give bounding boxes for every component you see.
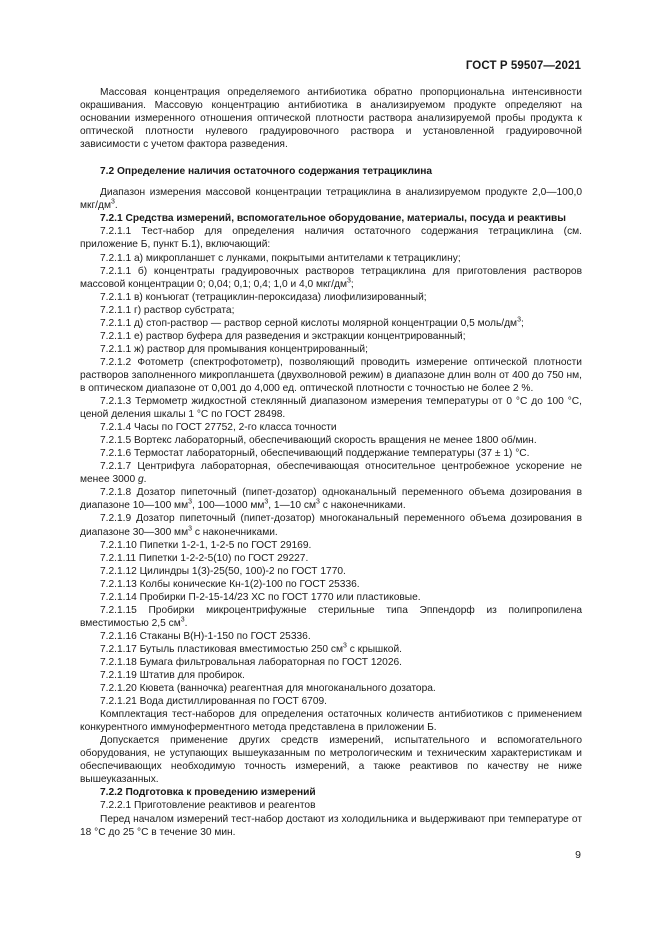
item-7-2-1-1-b: 7.2.1.1 б) концентраты градуировочных растворов тетрациклина для приготовления растворов массовой концентрации 0; 0,04; 0,1; 0,4; 1,0 и 4,0 мкг/$дм^3$; <box>80 265 582 290</box>
item-7-2-1-1-g: 7.2.1.1 г) раствор субстрата; <box>100 304 235 316</box>
document-body <box>80 86 582 839</box>
paragraph-preparation: Перед началом измерений тест-набор достают из холодильника и выдерживают при температуре от 18 °С до 25 °С в течение 30 мин. <box>80 813 582 838</box>
item-7-2-1-4: 7.2.1.4 Часы по ГОСТ 27752, 2-го класса точности <box>100 422 337 434</box>
item-7-2-2-1: 7.2.2.1 Приготовление реактивов и реагентов <box>100 800 316 812</box>
item-7-2-1-1-v: 7.2.1.1 в) конъюгат (тетрациклин-пероксидаза) лиофилизированный; <box>100 291 427 303</box>
item-7-2-1-9: 7.2.1.9 Дозатор пипеточный (пипет-дозатор) многоканальный переменного объема дозирования в диапазоне 30—300 $мм^3$ с наконечниками. <box>80 513 582 538</box>
item-7-2-1-1: 7.2.1.1 Тест-набор для определения наличия остаточного содержания тетрациклина (см. приложение Б, пункт Б.1), включающий: <box>80 226 582 251</box>
item-7-2-1-1-zh: 7.2.1.1 ж) раствор для промывания концентрированный; <box>100 343 368 355</box>
item-7-2-1-12: 7.2.1.12 Цилиндры 1(3)-25(50, 100)-2 по ГОСТ 1770. <box>100 565 346 577</box>
item-7-2-1-11: 7.2.1.11 Пипетки 1-2-2-5(10) по ГОСТ 29227. <box>100 552 309 564</box>
item-7-2-1-14: 7.2.1.14 Пробирки П-2-15-14/23 ХС по ГОСТ 1770 или пластиковые. <box>100 591 421 603</box>
item-7-2-1-20: 7.2.1.20 Кювета (ванночка) реагентная для многоканального дозатора. <box>100 683 436 695</box>
item-7-2-1-15: 7.2.1.15 Пробирки микроцентрифужные стерильные типа Эппендорф из полипропилена вместимостью 2,5 $см^3$. <box>80 604 582 629</box>
page-number: 9 <box>575 849 581 861</box>
item-7-2-1-6: 7.2.1.6 Термостат лабораторный, обеспечивающий поддержание температуры (37 ± 1) °С. <box>100 448 530 460</box>
item-7-2-1-1-a: 7.2.1.1 а) микропланшет с лунками, покрытыми антителами к тетрациклину; <box>100 252 461 264</box>
item-7-2-1-2: 7.2.1.2 Фотометр (спектрофотометр), позволяющий проводить измерение оптической плотности растворов заполненного микропланшета (двухволновой режим) в диапазоне длин волн от 400 до 750 нм, в оптическом диапазоне от 0,001 до 4,000 ед. оптической плотности с точностью не более 2 %. <box>80 356 582 394</box>
paragraph-alternatives: Допускается применение других средств измерений, испытательного и вспомогательного оборудования, не уступающих вышеуказанным по метрологическим и техническим характеристикам и обеспечивающих необходимую точность измерений, а также реактивов по качеству не ниже вышеуказанных. <box>80 735 582 786</box>
item-7-2-1-1-d: 7.2.1.1 д) стоп-раствор — раствор серной кислоты молярной концентрации 0,5 моль/$дм^3$; <box>100 316 524 329</box>
item-7-2-1-10: 7.2.1.10 Пипетки 1-2-1, 1-2-5 по ГОСТ 29169. <box>100 539 312 551</box>
document-header: ГОСТ Р 59507—2021 <box>465 60 581 72</box>
item-7-2-1-19: 7.2.1.19 Штатив для пробирок. <box>100 670 245 682</box>
item-7-2-1-16: 7.2.1.16 Стаканы В(Н)-1-150 по ГОСТ 25336. <box>100 630 311 642</box>
item-7-2-1-21: 7.2.1.21 Вода дистиллированная по ГОСТ 6709. <box>100 696 327 708</box>
section-heading-7-2: 7.2 Определение наличия остаточного содержания тетрациклина <box>100 166 433 178</box>
paragraph-intro: Массовая концентрация определяемого антибиотика обратно пропорциональна интенсивности окрашивания. Массовую концентрацию антибиотика в анализируемом продукте определяют на основании измеренного отношения оптической плотности раствора анализируемой пробы продукта к оптической плотности нулевого градуировочного раствора и установленной градуировочной зависимости с учетом фактора разведения. <box>80 87 582 151</box>
item-7-2-1-1-e: 7.2.1.1 е) раствор буфера для разведения и экстракции концентрированный; <box>100 330 466 342</box>
item-7-2-1-5: 7.2.1.5 Вортекс лабораторный, обеспечивающий скорость вращения не менее 1800 об/мин. <box>100 435 537 447</box>
paragraph-kit-contents: Комплектация тест-наборов для определения остаточных количеств антибиотиков с применением конкурентного иммуноферментного метода представлена в приложении Б. <box>80 709 582 734</box>
item-7-2-1-17: 7.2.1.17 Бутыль пластиковая вместимостью 250 $см^3$ с крышкой. <box>100 642 402 655</box>
paragraph-range: Диапазон измерения массовой концентрации тетрациклина в анализируемом продукте 2,0—100,0 мкг/$дм^3$. <box>80 187 582 212</box>
item-7-2-1-13: 7.2.1.13 Колбы конические Кн-1(2)-100 по ГОСТ 25336. <box>100 578 360 590</box>
item-7-2-1-18: 7.2.1.18 Бумага фильтровальная лабораторная по ГОСТ 12026. <box>100 656 402 668</box>
subsection-heading-7-2-2: 7.2.2 Подготовка к проведению измерений <box>100 787 316 799</box>
item-7-2-1-8: 7.2.1.8 Дозатор пипеточный (пипет-дозатор) одноканальный переменного объема дозирования в диапазоне 10—100 $мм^3$, 100—1000 $мм^3$, 1—10 $см^3$ с наконечниками. <box>80 487 582 512</box>
subsection-heading-7-2-1: 7.2.1 Средства измерений, вспомогательное оборудование, материалы, посуда и реактивы <box>100 213 566 225</box>
item-7-2-1-3: 7.2.1.3 Термометр жидкостной стеклянный диапазоном измерения температуры от 0 °С до 100 °С, ценой деления шкалы 1 °С по ГОСТ 28498. <box>80 396 582 421</box>
item-7-2-1-7: 7.2.1.7 Центрифуга лабораторная, обеспечивающая относительное центробежное ускорение не менее 3000 g. <box>80 461 582 486</box>
